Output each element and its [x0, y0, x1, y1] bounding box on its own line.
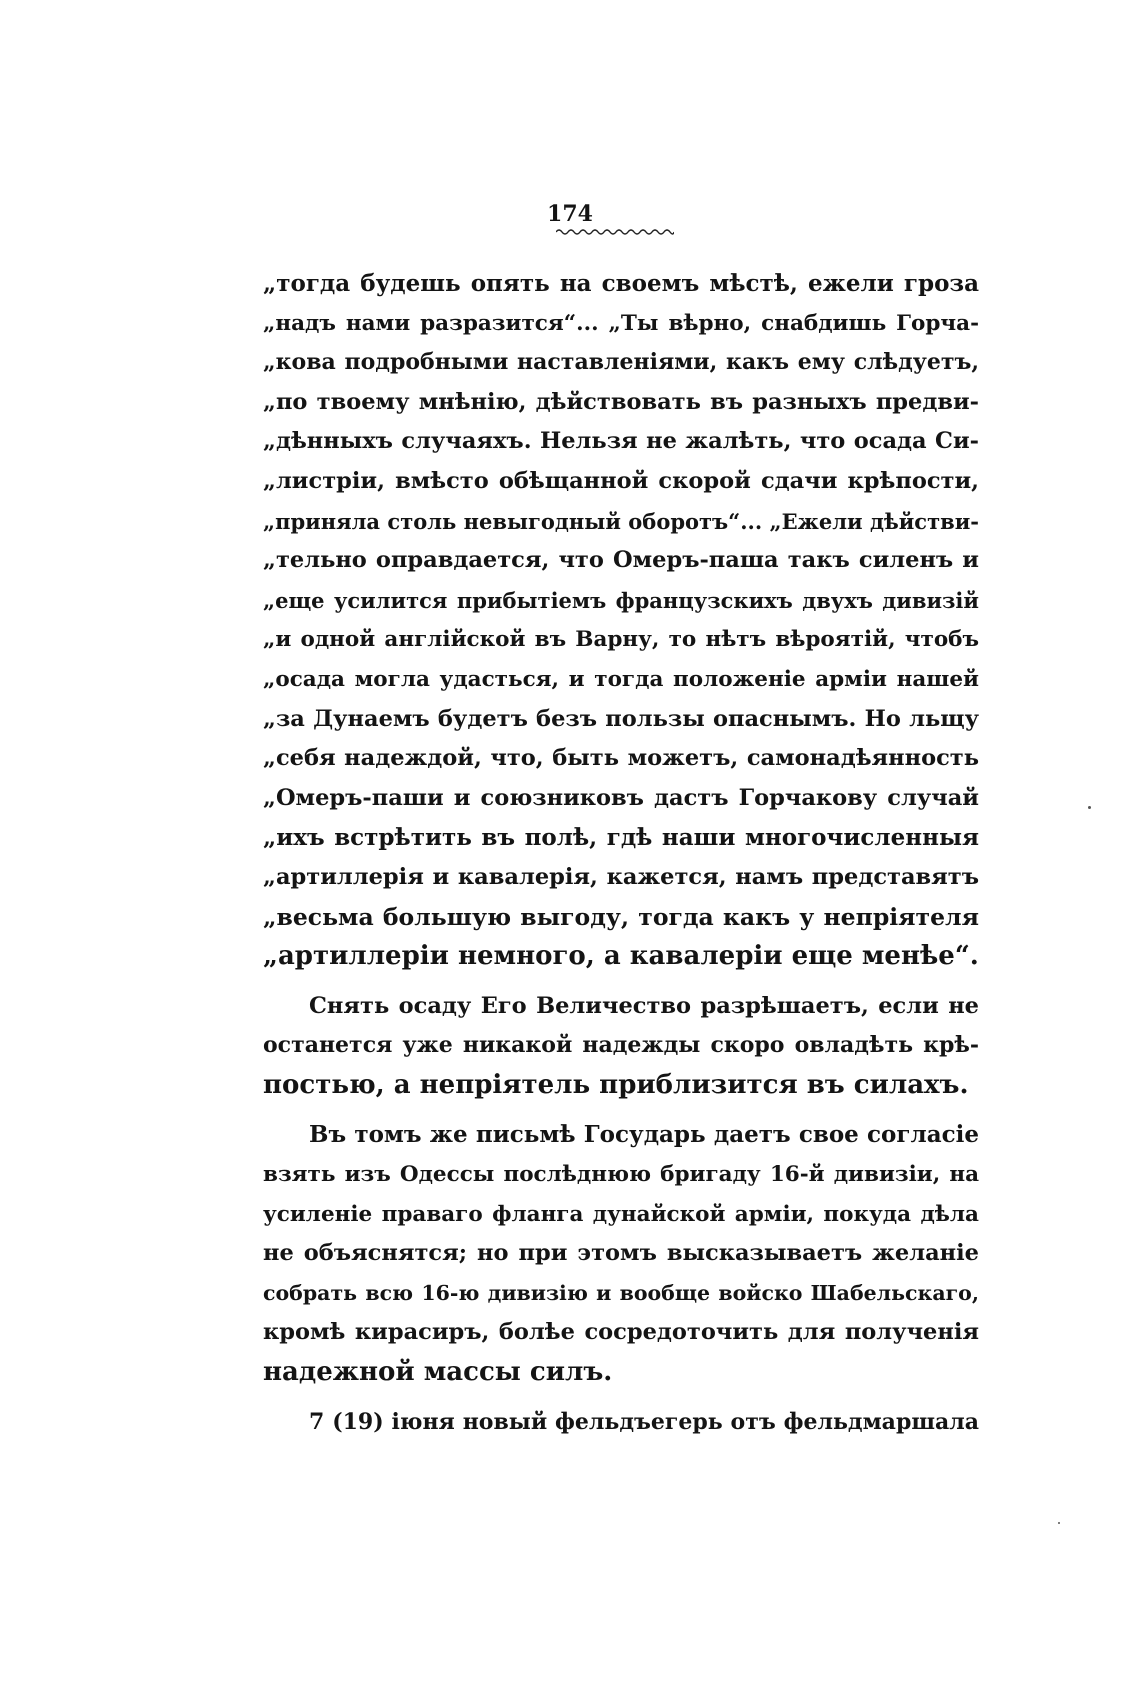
page-number-ornament: [556, 226, 674, 236]
text-line: „весьма большую выгоду, тогда какъ у непріятеля: [263, 902, 979, 931]
text-line: 7 (19) іюня новый фельдъегерь отъ фельдмаршала: [309, 1408, 979, 1435]
scan-speck: [1088, 806, 1091, 809]
text-line: „надъ нами разразится“... „Ты вѣрно, снабдишь Горча-: [263, 310, 979, 336]
paragraph-quotation: [263, 264, 979, 977]
text-line: „по твоему мнѣнію, дѣйствовать въ разныхъ предви-: [263, 388, 979, 415]
paragraph-siege: [263, 987, 979, 1106]
text-line: не объяснятся; но при этомъ высказываетъ желаніе: [263, 1240, 979, 1267]
paragraph-courier: [263, 1403, 979, 1443]
text-line: „тогда будешь опять на своемъ мѣстѣ, ежели гроза: [263, 270, 979, 297]
scan-speck: [1058, 1522, 1060, 1524]
text-line: „за Дунаемъ будетъ безъ пользы опаснымъ. Но льщу: [263, 705, 979, 732]
text-line: „тельно оправдается, что Омеръ-паша такъ силенъ и: [263, 547, 979, 574]
text-line: „еще усилится прибытіемъ французскихъ двухъ дивизій: [263, 587, 979, 613]
text-line: кромѣ кирасиръ, болѣе сосредоточить для полученія: [263, 1319, 979, 1346]
text-line: „кова подробными наставленіями, какъ ему слѣдуетъ,: [263, 349, 979, 376]
body-text: [263, 264, 979, 1442]
text-line: „листріи, вмѣсто обѣщанной скорой сдачи крѣпости,: [263, 467, 979, 494]
text-line: „и одной англійской въ Варну, то нѣтъ вѣроятій, чтобъ: [263, 627, 979, 653]
text-line: Снять осаду Его Величество разрѣшаетъ, если не: [309, 992, 979, 1019]
text-line: надежной массы силъ.: [263, 1357, 613, 1388]
paragraph-gap: [263, 977, 979, 987]
text-line: „приняла столь невыгодный оборотъ“... „Ежели дѣйстви-: [263, 508, 979, 534]
text-line: „Омеръ-паши и союзниковъ дастъ Горчакову случай: [263, 784, 979, 811]
text-line: „себя надеждой, что, быть можетъ, самонадѣянность: [263, 745, 979, 772]
text-line: „ихъ встрѣтить въ полѣ, гдѣ наши многочисленныя: [263, 824, 979, 852]
text-line: Въ томъ же письмѣ Государь даетъ свое согласіе: [309, 1121, 979, 1149]
text-line: „артиллерія и кавалерія, кажется, намъ представятъ: [263, 863, 979, 890]
text-line: взять изъ Одессы послѣднюю бригаду 16-й дивизіи, на: [263, 1162, 979, 1188]
page-number: 174: [547, 201, 593, 227]
paragraph-gap: [263, 1393, 979, 1403]
text-line: постью, а непріятель приблизится въ силахъ.: [263, 1069, 969, 1100]
text-line: усиленіе праваго фланга дунайской арміи, покуда дѣла: [263, 1201, 979, 1227]
text-line: останется уже никакой надежды скоро овладѣть крѣ-: [263, 1032, 979, 1059]
paragraph-letter: [263, 1115, 979, 1392]
text-line: „осада могла удасться, и тогда положеніе арміи нашей: [263, 666, 979, 692]
paragraph-gap: [263, 1105, 979, 1115]
text-line: собрать всю 16-ю дивизію и вообще войско Шабельскаго,: [263, 1280, 979, 1305]
text-line: „артиллеріи немного, а кавалеріи еще менѣе“.: [263, 941, 979, 972]
text-line: „дѣнныхъ случаяхъ. Нельзя не жалѣть, что осада Си-: [263, 428, 979, 455]
